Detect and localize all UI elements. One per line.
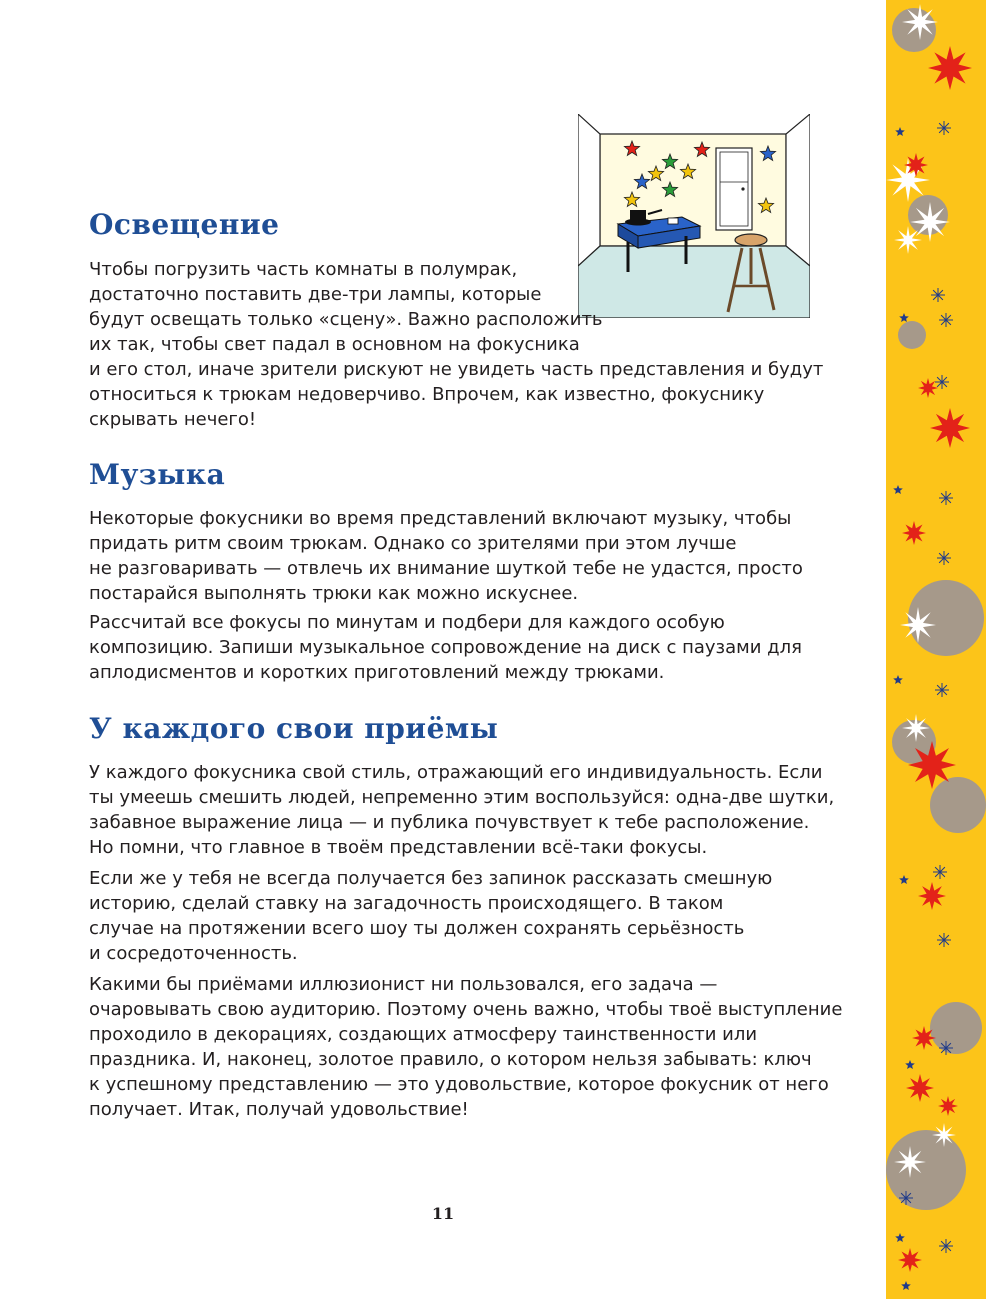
text-line: Но помни, что главное в твоём представлении всё-таки фокусы. [89, 837, 708, 858]
door-handle [741, 187, 744, 190]
red-star [912, 1026, 936, 1050]
text-line: Рассчитай все фокусы по минутам и подбери для каждого особую [89, 612, 725, 633]
white-burst-star [902, 714, 930, 742]
paragraph-techniques-1 [89, 760, 834, 860]
text-line: аплодисментов и коротких приготовлений между трюками. [89, 662, 665, 683]
decorative-sidebar [886, 0, 986, 1299]
left-wall [578, 114, 600, 266]
red-star [904, 153, 928, 177]
red-star [918, 882, 946, 910]
navy-star [899, 313, 909, 322]
grey-circle [930, 777, 986, 833]
navy-star [905, 1060, 915, 1069]
red-star [908, 741, 956, 789]
grey-circle [886, 1130, 966, 1210]
navy-star [893, 485, 903, 494]
door [716, 148, 752, 230]
navy-star [893, 675, 903, 684]
red-star [902, 521, 926, 545]
text-line: получает. Итак, получай удовольствие! [89, 1099, 469, 1120]
text-line: ты умеешь смешить людей, непременно этим воспользуйся: одна-две шутки, [89, 787, 835, 808]
text-line: Если же у тебя не всегда получается без запинок рассказать смешную [89, 868, 773, 889]
heading-lighting: Освещение [89, 208, 280, 241]
white-burst-star [910, 202, 950, 242]
text-line: будут освещать только «сцену». Важно расположить [89, 309, 603, 330]
white-burst-star [900, 607, 936, 643]
text-line: не разговаривать — отвлечь их внимание шуткой тебе не удастся, просто [89, 558, 803, 579]
red-star [918, 378, 938, 398]
text-line: достаточно поставить две-три лампы, которые [89, 284, 542, 305]
text-line: скрывать нечего! [89, 409, 257, 430]
grey-circle [930, 1002, 982, 1054]
page-number: 11 [431, 1204, 455, 1223]
text-line: историю, сделай ставку на загадочность происходящего. В таком [89, 893, 724, 914]
white-burst-star [894, 226, 922, 254]
paragraph-music-2 [89, 610, 802, 685]
text-line: композицию. Запиши музыкальное сопровождение на диск с паузами для [89, 637, 802, 658]
text-line: У каждого фокусника свой стиль, отражающий его индивидуальность. Если [89, 762, 823, 783]
paragraph-music-1 [89, 506, 803, 606]
navy-star [895, 1233, 905, 1242]
text-line: придать ритм своим трюкам. Однако со зрителями при этом лучше [89, 533, 737, 554]
text-line: Некоторые фокусники во время представлений включают музыку, чтобы [89, 508, 792, 529]
text-line: и его стол, иначе зрители рискуют не увидеть часть представления и будут [89, 359, 824, 380]
white-burst-star [894, 1146, 926, 1178]
red-star [898, 1248, 922, 1272]
text-line: их так, чтобы свет падал в основном на фокусника [89, 334, 580, 355]
paragraph-lighting [89, 257, 823, 432]
text-line: забавное выражение лица — и публика почувствует к тебе расположение. [89, 812, 810, 833]
text-line: проходило в декорациях, создающих атмосферу таинственности или [89, 1024, 758, 1045]
text-line: относиться к трюкам недоверчиво. Впрочем, как известно, фокуснику [89, 384, 765, 405]
text-line: и сосредоточенность. [89, 943, 298, 964]
text-line: постарайся выполнять трюки как можно искуснее. [89, 583, 579, 604]
right-wall [786, 114, 810, 266]
navy-star [895, 127, 905, 136]
text-line: праздника. И, наконец, золотое правило, о котором нельзя забывать: ключ [89, 1049, 812, 1070]
grey-circle [898, 321, 926, 349]
red-star [906, 1074, 934, 1102]
paragraph-techniques-2 [89, 866, 772, 966]
heading-music: Музыка [89, 458, 226, 491]
navy-star [901, 1281, 911, 1290]
white-burst-star [932, 1123, 956, 1147]
red-star [930, 408, 970, 448]
navy-star [899, 875, 909, 884]
red-star [928, 46, 972, 90]
paragraph-techniques-3 [89, 972, 842, 1122]
white-burst-star [902, 4, 938, 40]
red-star [938, 1096, 958, 1116]
text-line: Чтобы погрузить часть комнаты в полумрак, [89, 259, 518, 280]
text-line: случае на протяжении всего шоу ты должен сохранять серьёзность [89, 918, 745, 939]
text-line: Какими бы приёмами иллюзионист ни пользовался, его задача — [89, 974, 718, 995]
text-line: очаровывать свою аудиторию. Поэтому очень важно, чтобы твоё выступление [89, 999, 843, 1020]
text-line: к успешному представлению — это удовольствие, которое фокусник от него [89, 1074, 829, 1095]
star-pattern [886, 0, 986, 1299]
heading-techniques: У каждого свои приёмы [89, 712, 499, 745]
